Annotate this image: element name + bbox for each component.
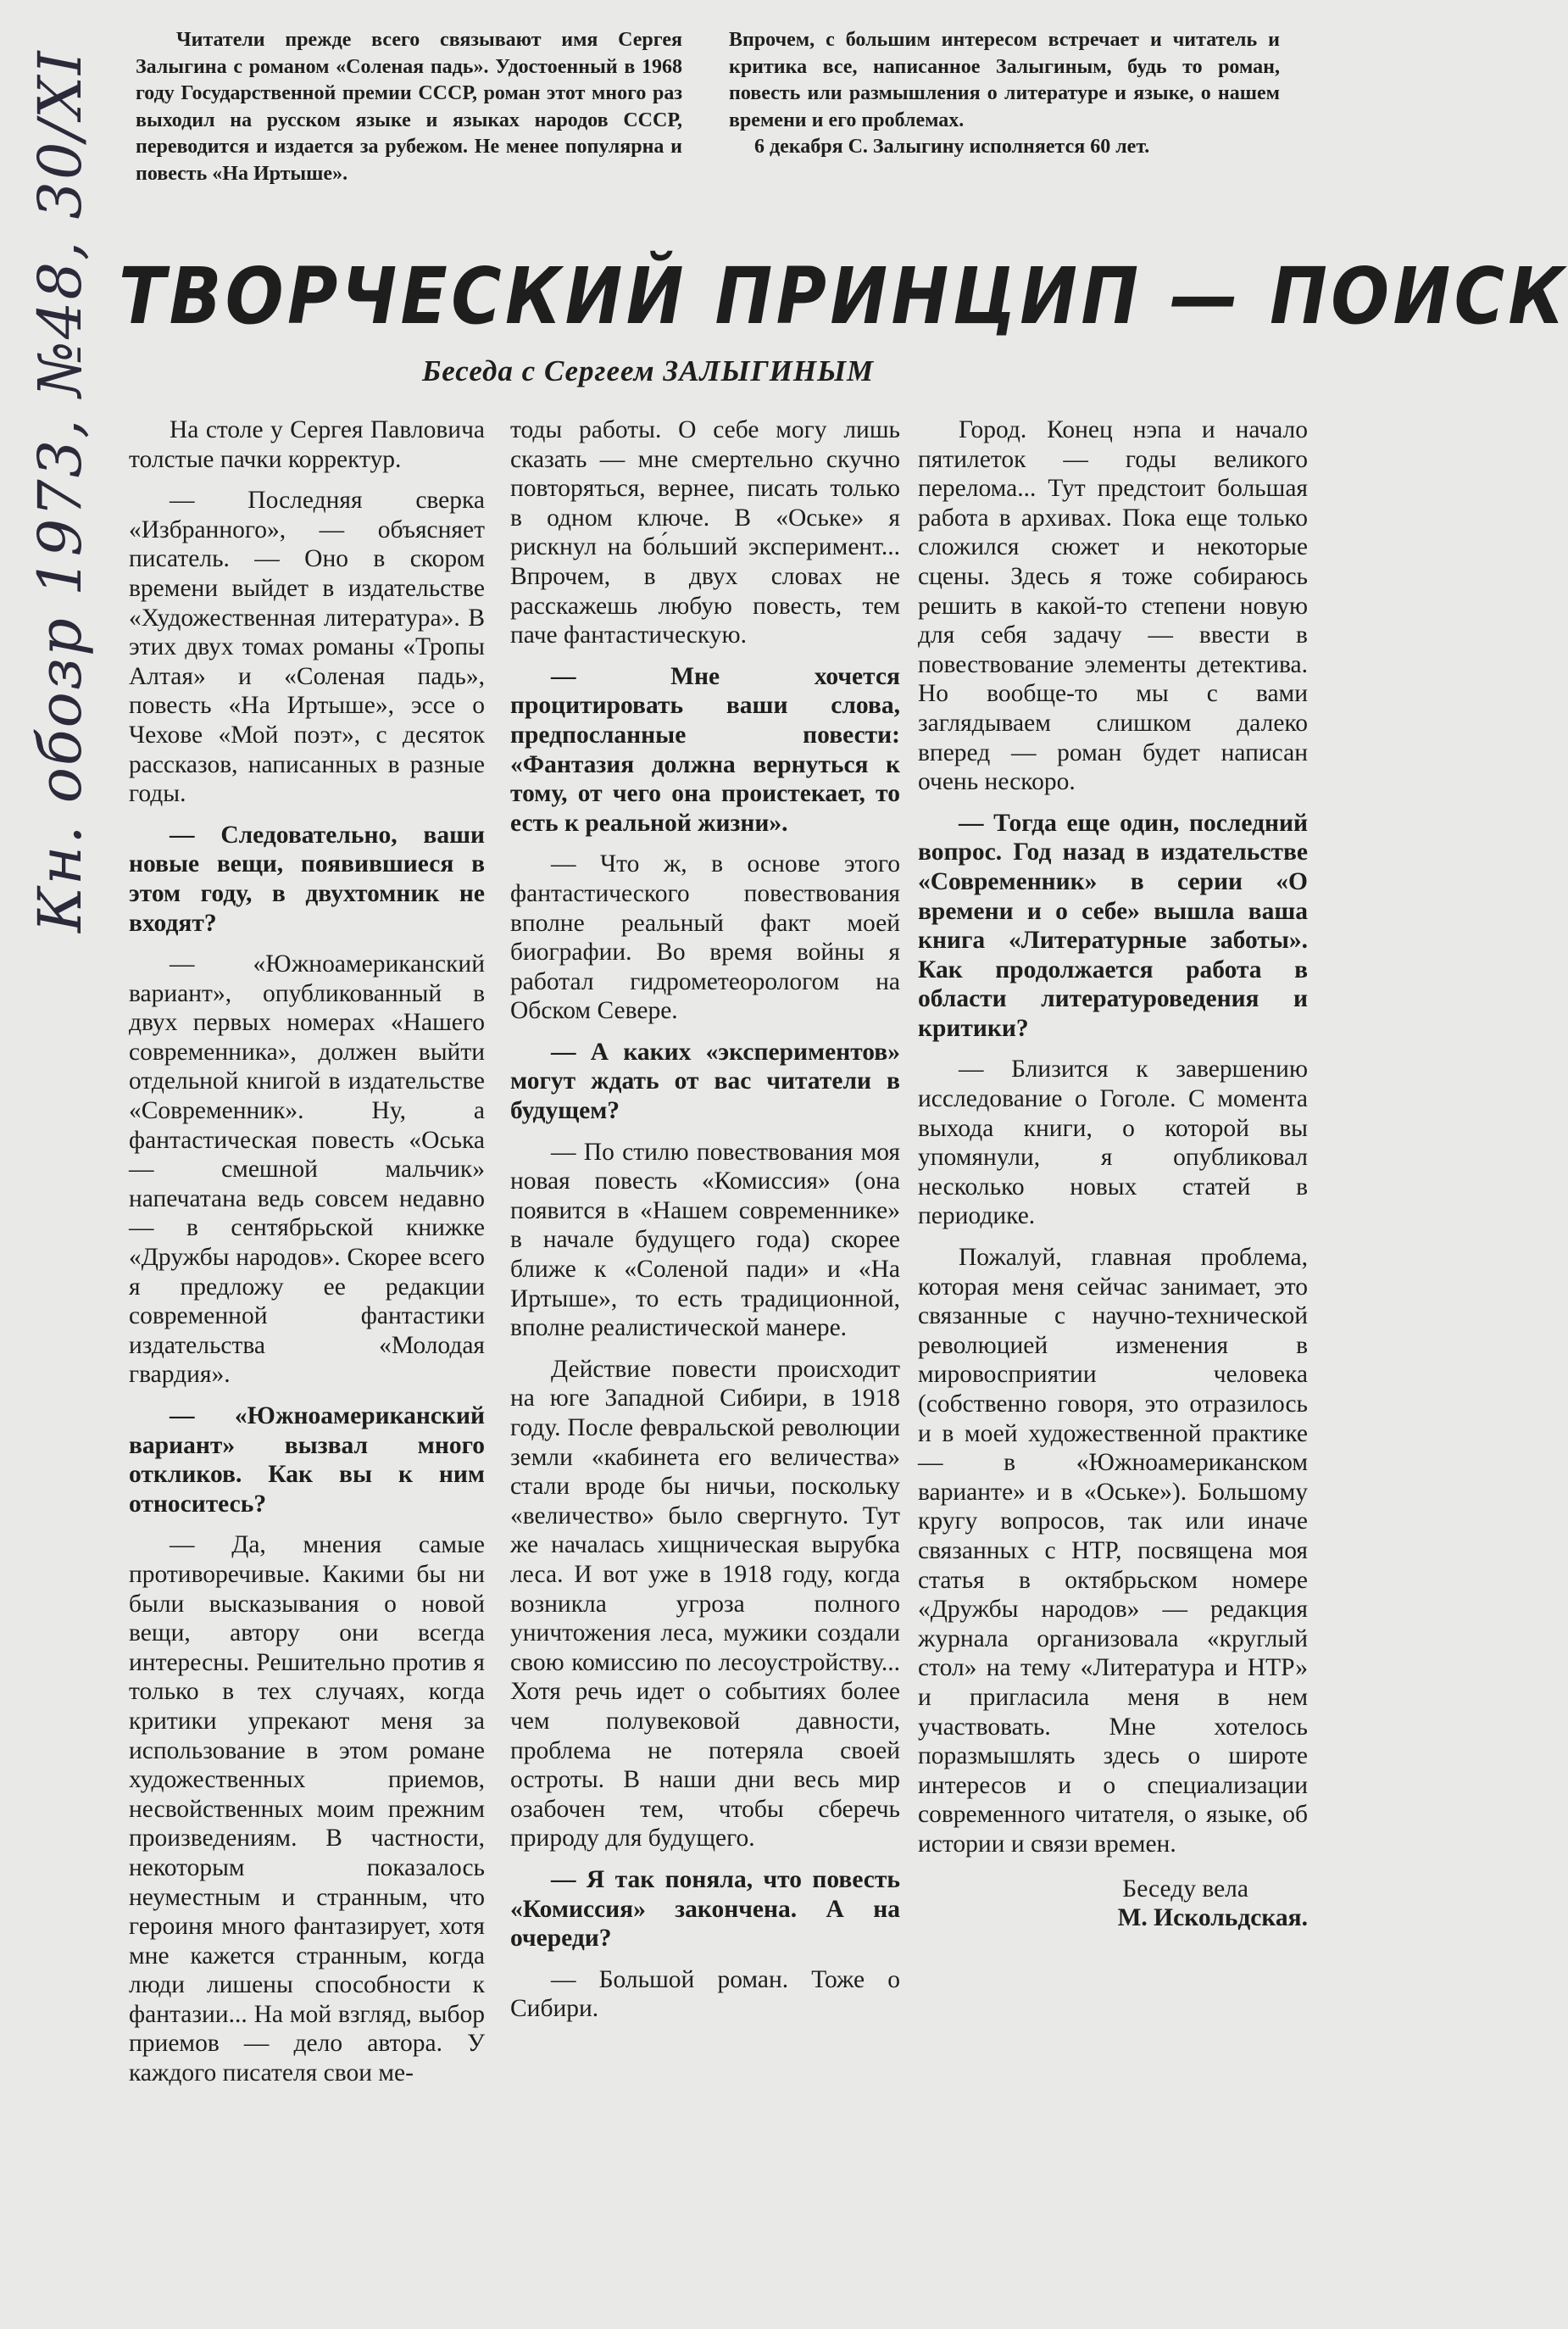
paragraph: На столе у Сергея Павловича толстые пачки корректур. xyxy=(129,416,485,473)
interviewer-question: — Тогда еще один, последний вопрос. Год назад в издательстве «Современник» в серии «О времени и о себе» вышла ваша книга «Литературные заботы». Как продолжается работа в области литературоведения и критики? xyxy=(918,809,1308,1042)
intro-left xyxy=(136,27,682,187)
interviewer-question: — «Южноамериканский вариант» вызвал много откликов. Как вы к ним относитесь? xyxy=(129,1402,485,1518)
handwritten-margin-note: Кн. обозр 1973, №48, 30/XI xyxy=(25,49,95,933)
intro-left-text: Читатели прежде всего связывают имя Сергея Залыгина с романом «Соленая падь». Удостоенный в 1968 году Государственной премии СССР, роман этот много раз выходил на русском языке и языках народов СССР, переводится и издается за рубежом. Не менее популярна и повесть «На Иртыше». xyxy=(136,29,682,185)
paragraph: — По стилю повествования моя новая повесть «Комиссия» (она появится в «Нашем современнике» в начале будущего года) скорее ближе к «Соленой пади» и «На Иртыше», то есть традиционной, вполне реалистической манере. xyxy=(510,1138,900,1342)
intro-right xyxy=(729,27,1280,161)
interviewer-question: — Следовательно, ваши новые вещи, появившиеся в этом году, в двухтомник не входят? xyxy=(129,821,485,937)
paragraph: Пожалуй, главная проблема, которая меня сейчас занимает, это связанные с научно-технической революцией изменения в мировосприятии человека (собственно говоря, это отразилось и в моей художественной практике — в «Южноамериканском варианте» и в «Оське»). Большому кругу вопросов, так или иначе связанных с НТР, посвящена моя статья в октябрьском номере «Дружбы народов» — редакция журнала организовала «круглый стол» на тему «Литература и НТР» и пригласила меня в нем участвовать. Мне хотелось поразмышлять здесь о широте интересов и о специализации современного читателя, о языке, об истории и связи времен. xyxy=(918,1244,1308,1858)
article-column-3 xyxy=(918,415,1308,1933)
paragraph: Действие повести происходит на юге Западной Сибири, в 1918 году. После февральской революции земли «кабинета его величества» стали вроде бы ничьи, поскольку «величество» было свергнуто. Тут же началась хищническая вырубка леса. И вот уже в 1918 году, когда возникла угроза полного уничтожения леса, мужики создали свою комиссию по лесоустройству... Хотя речь идет о событиях более чем полувековой давности, проблема не потеряла своей остроты. В наши дни весь мир озабочен тем, чтобы сберечь природу для будущего. xyxy=(510,1355,900,1853)
signature-name: М. Искольдская. xyxy=(1117,1904,1308,1932)
paragraph: — Большой роман. Тоже о Сибири. xyxy=(510,1965,900,2023)
signature xyxy=(918,1875,1308,1933)
paragraph: — Что ж, в основе этого фантастического повествования вполне реальный факт моей биографии. Во время войны я работал гидрометеорологом на Обском Севере. xyxy=(510,850,900,1025)
interviewer-question: — А каких «экспериментов» могут ждать от вас читатели в будущем? xyxy=(510,1038,900,1125)
article-column-1 xyxy=(129,415,485,2100)
interviewer-question: — Мне хочется процитировать ваши слова, предпосланные повести: «Фантазия должна вернуться к тому, от чего она проистекает, то есть к реальной жизни». xyxy=(510,662,900,837)
paragraph: — Последняя сверка «Избранного», — объясняет писатель. — Оно в скором времени выйдет в издательстве «Художественная литература». В этих двух томах романы «Тропы Алтая» и «Соленая падь», повесть «На Иртыше», эссе о Чехове «Мой поэт», с десяток рассказов, написанных в разные годы. xyxy=(129,487,485,808)
interviewer-question: — Я так поняла, что повесть «Комиссия» закончена. А на очереди? xyxy=(510,1865,900,1953)
paragraph: — Да, мнения самые противоречивые. Какими бы ни были высказывания о новой вещи, автору они всегда интересны. Решительно против я только в тех случаях, когда критики упрекают меня за использование в этом романе художественных приемов, несвойственных моим прежним произведениям. В частности, некоторым показалось неуместным и странным, что героиня много фантазирует, хотя мне кажется странным, когда люди лишены способности к фантазии... На мой взгляд, выбор приемов — дело автора. У каждого писателя свои ме- xyxy=(129,1531,485,2087)
paragraph: — Близится к завершению исследование о Гоголе. С момента выхода книги, о которой вы упомянули, я опубликовал несколько новых статей в периодике. xyxy=(918,1056,1308,1230)
intro-date-text: 6 декабря С. Залыгину исполняется 60 лет. xyxy=(754,136,1150,158)
article-column-2 xyxy=(510,415,900,2036)
paragraph: Город. Конец нэпа и начало пятилеток — годы великого перелома... Тут предстоит большая работа в архивах. Пока еще только сложился сюжет и некоторые сцены. Здесь я тоже собираюсь решить в какой-то степени новую для себя задачу — ввести в повествование элементы детектива. Но вообще-то мы с вами заглядываем слишком далеко вперед — роман будет написан очень нескоро. xyxy=(918,416,1308,796)
subtitle: Беседа с Сергеем ЗАЛЫГИНЫМ xyxy=(422,354,875,387)
intro-right-text: Впрочем, с большим интересом встречает и читатель и критика все, написанное Залыгиным, будь то роман, повесть или размышления о литературе и языке, о нашем времени и его проблемах. xyxy=(729,29,1280,131)
paragraph: — «Южноамериканский вариант», опубликованный в двух первых номерах «Нашего современника», должен выйти отдельной книгой в издательстве «Современник». Ну, а фантастическая повесть «Оська — смешной мальчик» напечатана ведь совсем недавно — в сентябрьской книжке «Дружбы народов». Скорее всего я предложу ее редакции современной фантастики издательства «Молодая гвардия». xyxy=(129,950,485,1389)
paragraph: тоды работы. О себе могу лишь сказать — мне смертельно скучно повторяться, вернее, писать только в одном ключе. В «Оське» я рискнул на бо́льший эксперимент... Впрочем, в двух словах не расскажешь любую повесть, тем паче фантастическую. xyxy=(510,416,900,649)
signature-label: Беседу вела xyxy=(1122,1875,1248,1903)
headline: ТВОРЧЕСКИЙ ПРИНЦИП — ПОИСК xyxy=(119,251,1568,342)
